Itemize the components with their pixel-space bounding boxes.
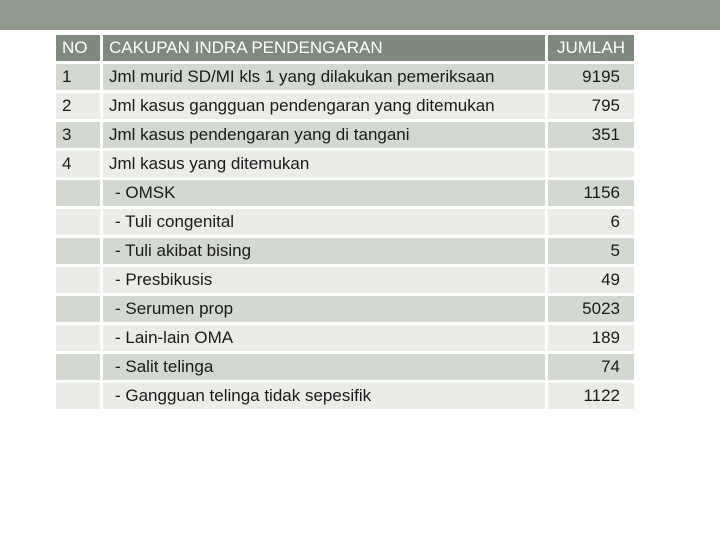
table-row <box>56 383 634 409</box>
row-value: 49 <box>548 267 634 293</box>
table-header-row <box>56 35 634 61</box>
header-value: JUMLAH <box>548 35 634 61</box>
row-description: - Gangguan telinga tidak sepesifik <box>103 383 545 409</box>
table-row <box>56 238 634 264</box>
row-no <box>56 238 100 264</box>
header-no: NO <box>56 35 100 61</box>
row-no <box>56 354 100 380</box>
row-no <box>56 383 100 409</box>
table-row <box>56 296 634 322</box>
row-no: 3 <box>56 122 100 148</box>
row-description: Jml murid SD/MI kls 1 yang dilakukan pemeriksaan <box>103 64 545 90</box>
row-description: - Presbikusis <box>103 267 545 293</box>
row-description: - Tuli congenital <box>103 209 545 235</box>
row-value: 795 <box>548 93 634 119</box>
row-no: 1 <box>56 64 100 90</box>
row-value: 1156 <box>548 180 634 206</box>
table-row <box>56 180 634 206</box>
table-row <box>56 267 634 293</box>
row-description: Jml kasus yang ditemukan <box>103 151 545 177</box>
table-row <box>56 64 634 90</box>
table-row <box>56 354 634 380</box>
row-no <box>56 180 100 206</box>
row-no <box>56 267 100 293</box>
row-value: 5 <box>548 238 634 264</box>
table-row <box>56 209 634 235</box>
row-value: 351 <box>548 122 634 148</box>
row-description: Jml kasus pendengaran yang di tangani <box>103 122 545 148</box>
header-description: CAKUPAN INDRA PENDENGARAN <box>103 35 545 61</box>
table-row <box>56 122 634 148</box>
row-description: - Tuli akibat bising <box>103 238 545 264</box>
row-description: Jml kasus gangguan pendengaran yang ditemukan <box>103 93 545 119</box>
row-value: 74 <box>548 354 634 380</box>
top-bar <box>0 0 720 30</box>
row-no <box>56 209 100 235</box>
row-no: 4 <box>56 151 100 177</box>
row-value: 1122 <box>548 383 634 409</box>
row-description: - Serumen prop <box>103 296 545 322</box>
row-value <box>548 151 634 177</box>
row-no: 2 <box>56 93 100 119</box>
data-table <box>53 32 637 412</box>
row-value: 5023 <box>548 296 634 322</box>
row-description: - Lain-lain OMA <box>103 325 545 351</box>
row-description: - Salit telinga <box>103 354 545 380</box>
table-row <box>56 325 634 351</box>
row-no <box>56 296 100 322</box>
row-value: 9195 <box>548 64 634 90</box>
row-value: 189 <box>548 325 634 351</box>
table-row <box>56 93 634 119</box>
table-row <box>56 151 634 177</box>
row-no <box>56 325 100 351</box>
row-value: 6 <box>548 209 634 235</box>
row-description: - OMSK <box>103 180 545 206</box>
